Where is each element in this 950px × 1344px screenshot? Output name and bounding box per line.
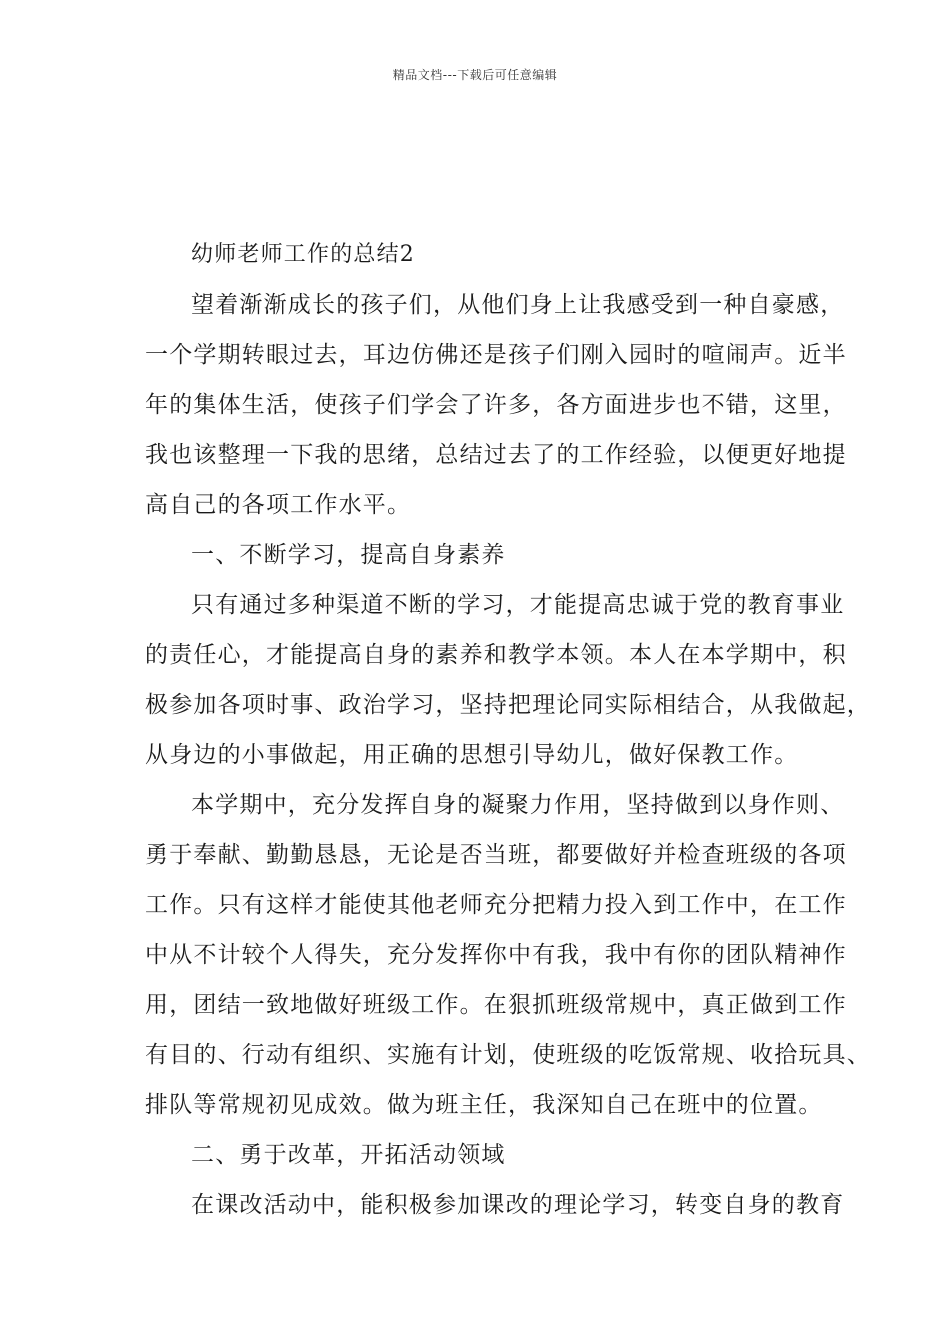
paragraph-line: 排队等常规初见成效。做为班主任，我深知自己在班中的位置。: [145, 1092, 823, 1118]
paragraph-line: 工作。只有这样才能使其他老师充分把精力投入到工作中，在工作: [145, 892, 847, 918]
paragraph-line: 有目的、行动有组织、实施有计划，使班级的吃饭常规、收拾玩具、: [145, 1042, 871, 1068]
paragraph-line: 在课改活动中，能积极参加课改的理论学习，转变自身的教育: [191, 1192, 845, 1218]
paragraph-line: 的责任心，才能提高自身的素养和教学本领。本人在本学期中，积: [145, 642, 847, 668]
paragraph-line: 高自己的各项工作水平。: [145, 492, 412, 518]
paragraph-line: 极参加各项时事、政治学习，坚持把理论同实际相结合，从我做起，: [145, 692, 871, 718]
section-heading: 二、勇于改革，开拓活动领域: [191, 1142, 506, 1168]
paragraph-line: 我也该整理一下我的思绪，总结过去了的工作经验，以便更好地提: [145, 442, 847, 468]
paragraph-line: 勇于奉献、勤勤恳恳，无论是否当班，都要做好并检查班级的各项: [145, 842, 847, 868]
paragraph-line: 从身边的小事做起，用正确的思想引导幼儿，做好保教工作。: [145, 742, 799, 768]
paragraph-line: 用，团结一致地做好班级工作。在狠抓班级常规中，真正做到工作: [145, 992, 847, 1018]
paragraph-line: 年的集体生活，使孩子们学会了许多，各方面进步也不错，这里，: [145, 392, 847, 418]
paragraph-line: 望着渐渐成长的孩子们，从他们身上让我感受到一种自豪感，: [191, 292, 845, 318]
paragraph-line: 只有通过多种渠道不断的学习，才能提高忠诚于党的教育事业: [191, 592, 845, 618]
document-title: 幼师老师工作的总结2: [191, 242, 415, 267]
paragraph-line: 本学期中，充分发挥自身的凝聚力作用，坚持做到以身作则、: [191, 792, 845, 818]
paragraph-line: 中从不计较个人得失，充分发挥你中有我，我中有你的团队精神作: [145, 942, 847, 968]
section-heading: 一、不断学习，提高自身素养: [191, 542, 506, 568]
document-body: [145, 230, 871, 1230]
page-header-note: 精品文档---下载后可任意编辑: [392, 68, 558, 82]
paragraph-line: 一个学期转眼过去，耳边仿佛还是孩子们刚入园时的喧闹声。近半: [145, 342, 847, 368]
